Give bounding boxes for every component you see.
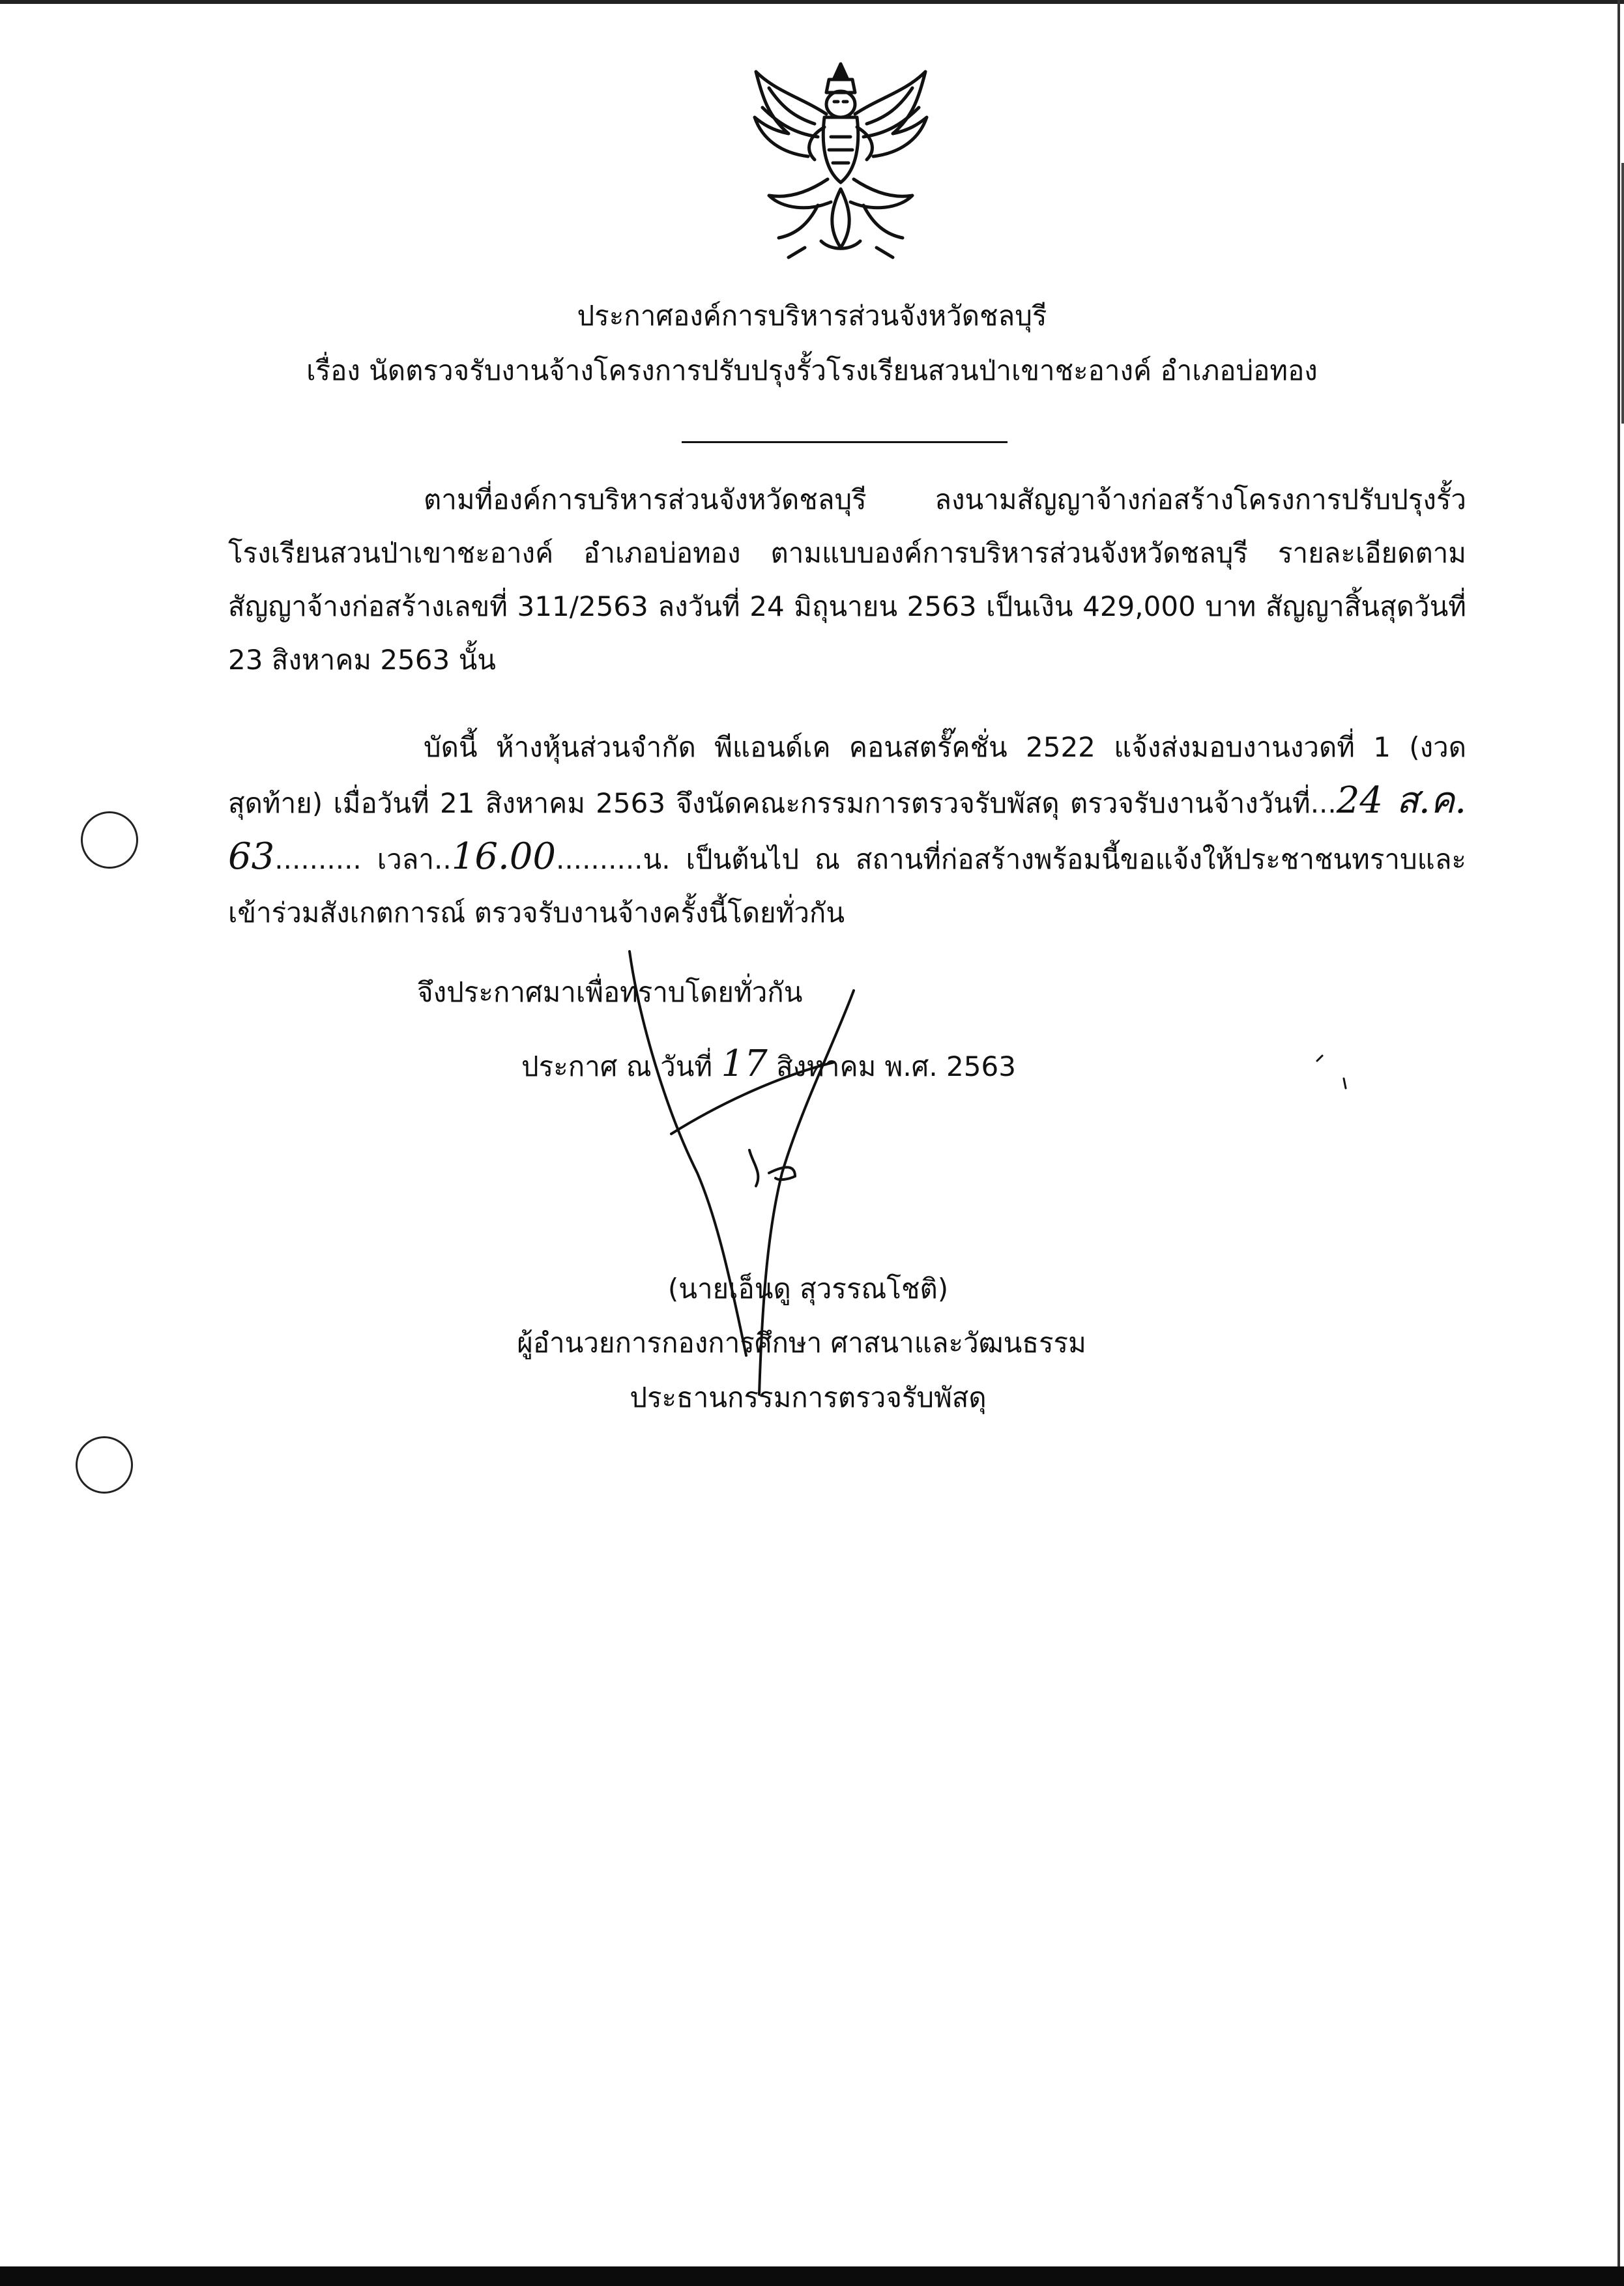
handwritten-inspection-date: 24 ส.ค. 63 <box>228 779 1466 878</box>
paragraph-contract <box>228 473 1466 687</box>
stray-marks <box>1313 1049 1352 1095</box>
handwritten-inspection-time: 16.00 <box>451 835 557 878</box>
closing-announcement: จึงประกาศมาเพื่อทราบโดยทั่วกัน <box>417 976 803 1008</box>
paragraph-inspection-text-a: บัดนี้ ห้างหุ้นส่วนจำกัด พีแอนด์เค คอนสตรั๊คชั่น 2522 แจ้งส่งมอบงานงวดที่ 1 (งวดสุดท้าย) เมื่อวันที่ 21 สิงหาคม 2563 จึงนัดคณะกรรมการตรวจรับพัสดุ ตรวจรับงานจ้างวันที่ <box>228 731 1466 819</box>
date-fill-dots-tail: .......... <box>274 843 362 875</box>
date-fill-dots: ... <box>1310 787 1337 819</box>
document-subject: เรื่อง นัดตรวจรับงานจ้างโครงการปรับปรุงรั้วโรงเรียนสวนป่าเขาชะอางค์ อำเภอบ่อทอง <box>306 354 1318 386</box>
time-fill-dots-tail: .......... <box>556 843 643 875</box>
punch-hole <box>81 811 138 869</box>
signatory-name: (นายเอ็นดู สุวรรณโชติ) <box>667 1273 949 1305</box>
document-title: ประกาศองค์การบริหารส่วนจังหวัดชลบุรี <box>577 300 1047 332</box>
punch-hole <box>76 1436 133 1494</box>
closing-date-prefix: ประกาศ ณ วันที่ <box>521 1050 713 1082</box>
time-label: เวลา <box>377 843 434 875</box>
title-divider <box>682 441 1008 443</box>
handwritten-day: 17 <box>721 1043 768 1085</box>
garuda-emblem-icon <box>743 52 938 267</box>
paragraph-inspection-text-b: น. เป็นต้นไป ณ สถานที่ก่อสร้างพร้อมนี้ขอแจ้งให้ประชาชนทราบและเข้าร่วมสังเกตการณ์ ตรวจรับงานจ้างครั้งนี้โดยทั่วกัน <box>228 843 1466 929</box>
paragraph-inspection <box>228 721 1466 940</box>
signatory-position: ผู้อำนวยการกองการศึกษา ศาสนาและวัฒนธรรม <box>517 1327 1086 1359</box>
time-fill-dots: .. <box>434 843 452 875</box>
scan-edge-top <box>0 0 1624 4</box>
scan-edge-right <box>1617 0 1620 2266</box>
paragraph-contract-text: ตามที่องค์การบริหารส่วนจังหวัดชลบุรี ลงนามสัญญาจ้างก่อสร้างโครงการปรับปรุงรั้ว โรงเรียนสวนป่าเขาชะอางค์ อำเภอบ่อทอง ตามแบบองค์การบริหารส่วนจังหวัดชลบุรี รายละเอียดตาม สัญญาจ้างก่อสร้างเลขที่ 311/2563 ลงวันที่ 24 มิถุนายน 2563 เป็นเงิน 429,000 บาท สัญญาสิ้นสุดวันที่ 23 สิงหาคม 2563 นั้น <box>228 484 1466 676</box>
signatory-role: ประธานกรรมการตรวจรับพัสดุ <box>630 1382 987 1413</box>
scan-edge-bottom <box>0 2266 1624 2286</box>
closing-date-suffix: สิงหาคม พ.ศ. 2563 <box>776 1050 1016 1082</box>
